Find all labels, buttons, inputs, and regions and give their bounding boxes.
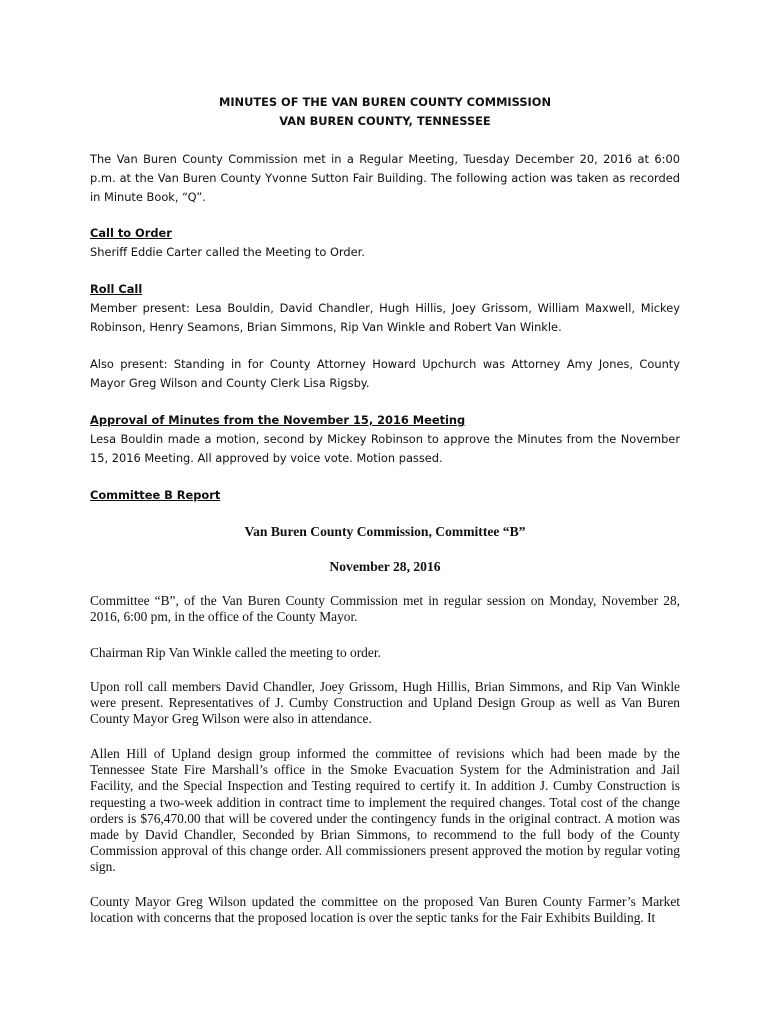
intro-paragraph: The Van Buren County Commission met in a Regular Meeting, Tuesday December 20, 2016 at 6:00 p.m. at the Van Buren County Yvonne Sutton Fair Building. The following action was taken as recorded in Minute Book, “Q”.	[90, 152, 680, 204]
committee-b-paragraph-2: Chairman Rip Van Winkle called the meeting to order.	[90, 645, 381, 660]
roll-call-heading: Roll Call	[90, 282, 143, 296]
committee-b-paragraph-4: Allen Hill of Upland design group informed the committee of revisions which had been made by the Tennessee State Fire Marshall’s office in the Smoke Evacuation System for the Administration and Jail Facility, and the Special Inspection and Testing required to certify it. In addition J. Cumby Construction is requesting a two-week addition in contract time to implement the required changes. Total cost of the change orders is $76,470.00 that will be covered under the contingency funds in the original contract. A motion was made by David Chandler, Seconded by Brian Simmons, to recommend to the full body of the County Commission approval of this change order. All commissioners present approved the motion by regular voting sign.	[90, 746, 680, 875]
committee-b-title: Van Buren County Commission, Committee “B”	[244, 524, 526, 539]
committee-b-section	[90, 486, 680, 505]
call-to-order-text: Sheriff Eddie Carter called the Meeting to Order.	[90, 245, 365, 259]
document-title	[90, 93, 680, 131]
also-present-paragraph: Also present: Standing in for County Attorney Howard Upchurch was Attorney Amy Jones, County Mayor Greg Wilson and County Clerk Lisa Rigsby.	[90, 357, 680, 390]
roll-call-section	[90, 280, 680, 337]
call-to-order-heading: Call to Order	[90, 226, 172, 240]
committee-b-heading: Committee B Report	[90, 488, 221, 502]
title-line-2: VAN BUREN COUNTY, TENNESSEE	[279, 114, 491, 128]
call-to-order-section	[90, 224, 680, 262]
committee-b-paragraph-1: Committee “B”, of the Van Buren County Commission met in regular session on Monday, November 28, 2016, 6:00 pm, in the office of the County Mayor.	[90, 593, 680, 625]
approval-heading: Approval of Minutes from the November 15, 2016 Meeting	[90, 413, 466, 427]
committee-b-paragraph-5: County Mayor Greg Wilson updated the committee on the proposed Van Buren County Farmer’s Market location with concerns that the proposed location is over the septic tanks for the Fair Exhibits Building. It	[90, 894, 680, 926]
title-line-1: MINUTES OF THE VAN BUREN COUNTY COMMISSION	[218, 95, 551, 109]
approval-text: Lesa Bouldin made a motion, second by Mickey Robinson to approve the Minutes from the November 15, 2016 Meeting. All approved by voice vote. Motion passed.	[90, 432, 680, 465]
approval-section	[90, 411, 680, 468]
committee-b-paragraph-3: Upon roll call members David Chandler, Joey Grissom, Hugh Hillis, Brian Simmons, and Rip Van Winkle were present. Representatives of J. Cumby Construction and Upland Design Group as well as Van Buren County Mayor Greg Wilson were also in attendance.	[90, 679, 680, 727]
roll-call-members: Member present: Lesa Bouldin, David Chandler, Hugh Hillis, Joey Grissom, William Maxwell, Mickey Robinson, Henry Seamons, Brian Simmons, Rip Van Winkle and Robert Van Winkle.	[90, 301, 680, 334]
committee-b-date: November 28, 2016	[329, 559, 441, 574]
